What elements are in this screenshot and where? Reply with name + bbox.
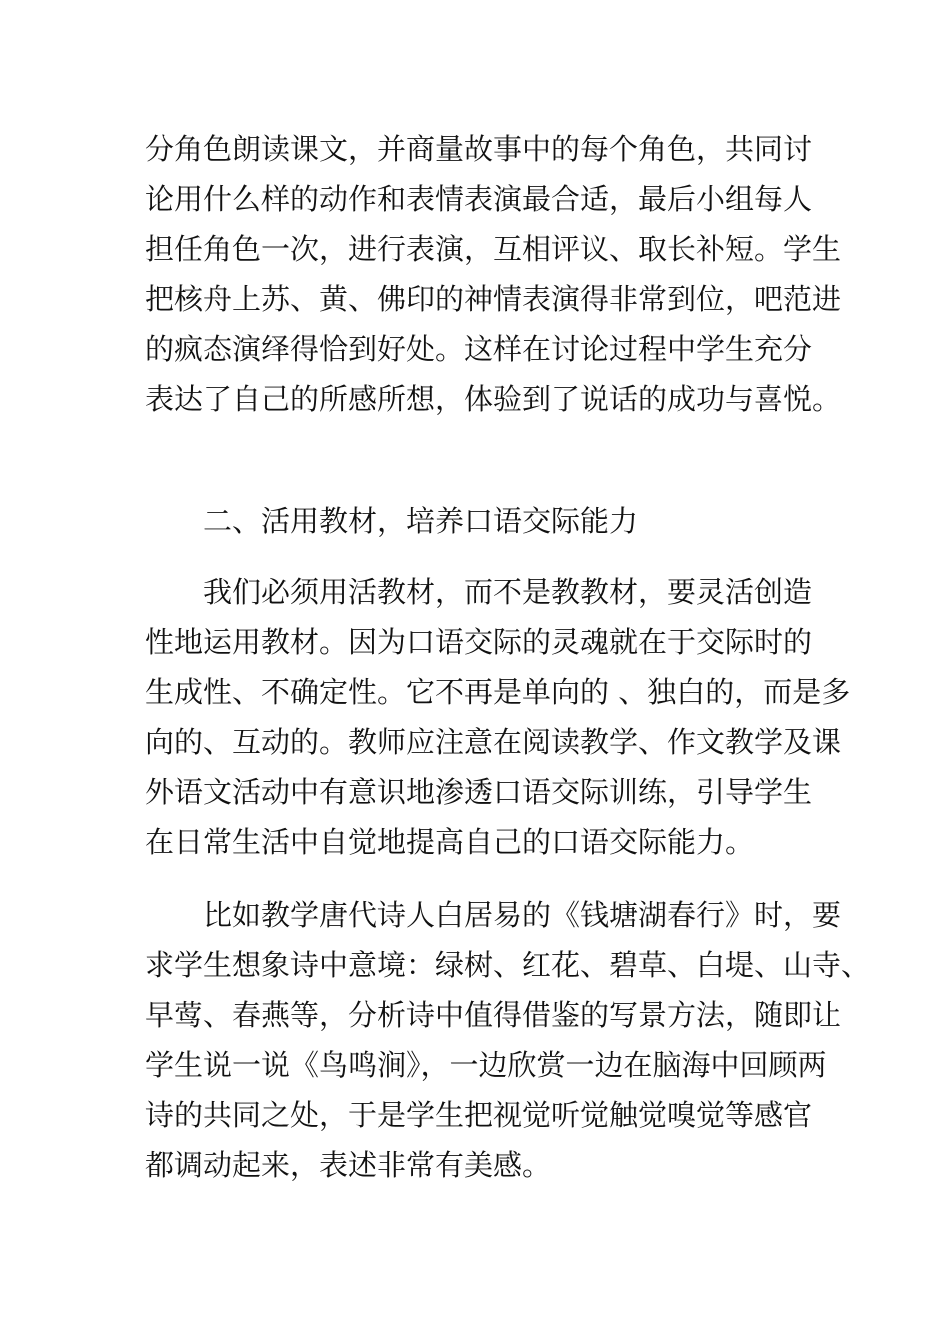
text-line: 诗的共同之处，于是学生把视觉听觉触觉嗅觉等感官 bbox=[145, 1098, 813, 1132]
text-line: 担任角色一次，进行表演，互相评议、取长补短。学生 bbox=[145, 232, 842, 266]
text-line: 表达了自己的所感所想，体验到了说话的成功与喜悦。 bbox=[145, 382, 842, 416]
text-line: 把核舟上苏、黄、佛印的神情表演得非常到位，吧范进 bbox=[145, 282, 842, 316]
text-line: 论用什么样的动作和表情表演最合适，最后小组每人 bbox=[145, 182, 813, 216]
text-line: 分角色朗读课文，并商量故事中的每个角色，共同讨 bbox=[145, 132, 813, 166]
text-line: 早莺、春燕等，分析诗中值得借鉴的写景方法，随即让 bbox=[145, 998, 842, 1032]
text-line: 比如教学唐代诗人白居易的《钱塘湖春行》时，要 bbox=[203, 898, 842, 932]
text-line: 都调动起来，表述非常有美感。 bbox=[145, 1148, 552, 1182]
text-line: 我们必须用活教材，而不是教教材，要灵活创造 bbox=[203, 575, 813, 609]
text-line: 的疯态演绎得恰到好处。这样在讨论过程中学生充分 bbox=[145, 332, 813, 366]
paragraph-continued bbox=[145, 124, 841, 424]
section-heading bbox=[203, 496, 638, 546]
text-line: 生成性、不确定性。它不再是单向的 、独白的，而是多 bbox=[145, 675, 851, 709]
text-line: 在日常生活中自觉地提高自己的口语交际能力。 bbox=[145, 825, 755, 859]
text-line: 向的、互动的。教师应注意在阅读教学、作文教学及课 bbox=[145, 725, 842, 759]
text-line: 学生说一说《鸟鸣涧》，一边欣赏一边在脑海中回顾两 bbox=[145, 1048, 827, 1082]
text-line: 性地运用教材。因为口语交际的灵魂就在于交际时的 bbox=[145, 625, 813, 659]
section-heading-text: 二、活用教材，培养口语交际能力 bbox=[203, 504, 639, 538]
paragraph-two bbox=[145, 567, 850, 867]
text-line: 外语文活动中有意识地渗透口语交际训练，引导学生 bbox=[145, 775, 813, 809]
text-line: 求学生想象诗中意境：绿树、红花、碧草、白堤、山寺、 bbox=[145, 948, 871, 982]
paragraph-three bbox=[145, 890, 870, 1190]
